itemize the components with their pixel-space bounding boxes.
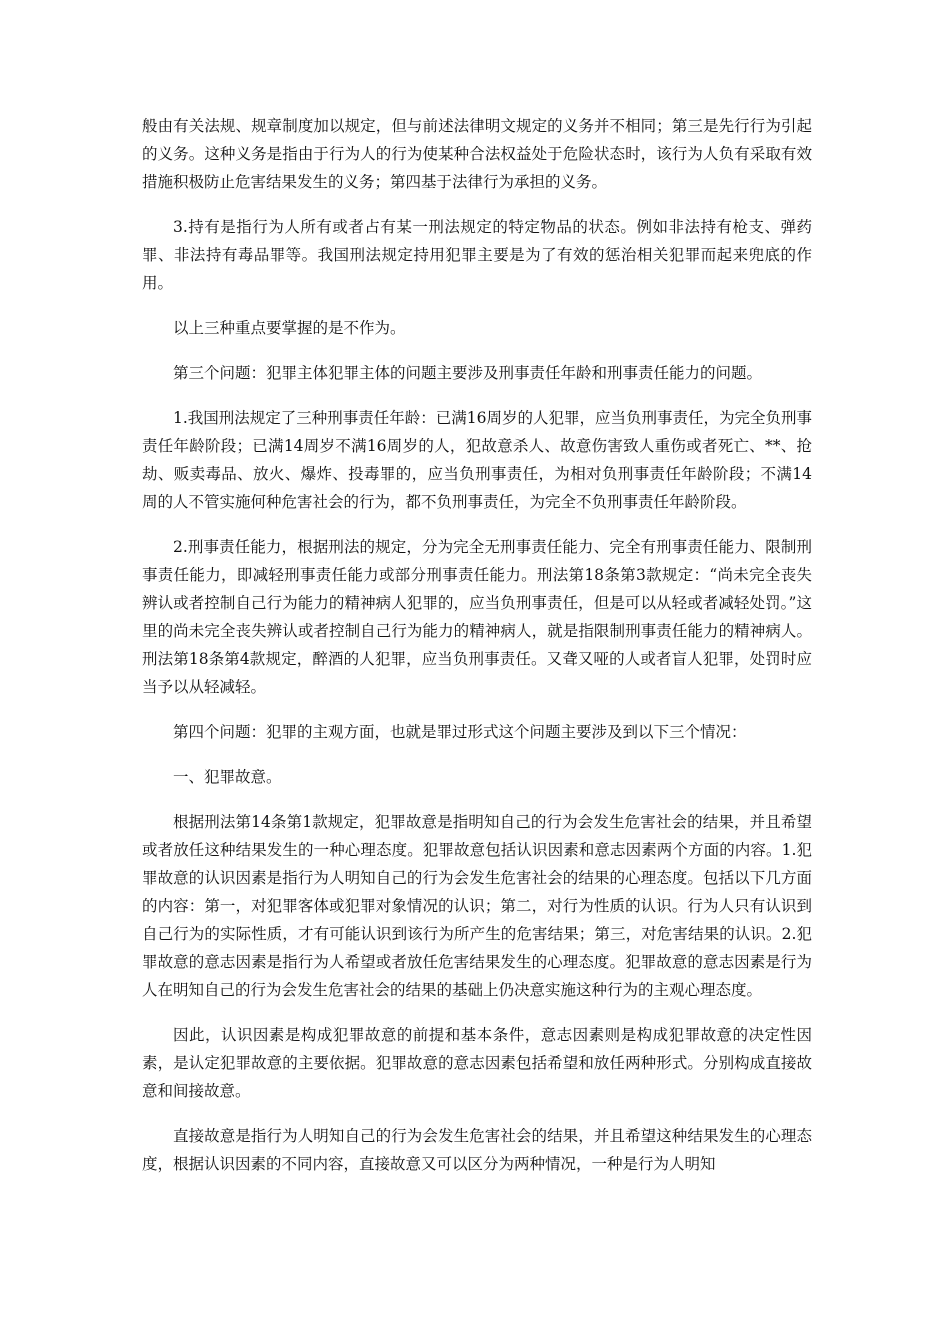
paragraph-intent-factors: 因此，认识因素是构成犯罪故意的前提和基本条件，意志因素则是构成犯罪故意的决定性因素，是认定犯罪故意的主要依据。犯罪故意的意志因素包括希望和放任两种形式。分别构成直接故意和间接故意。 bbox=[142, 1026, 812, 1100]
paragraph-responsibility-age: 1.我国刑法规定了三种刑事责任年龄：已满16周岁的人犯罪，应当负刑事责任，为完全负刑事责任年龄阶段；已满14周岁不满16周岁的人，犯故意杀人、故意伤害致人重伤或者死亡、**、抢劫、贩卖毒品、放火、爆炸、投毒罪的，应当负刑事责任，为相对负刑事责任年龄阶段；不满14周的人不管实施何种危害社会的行为，都不负刑事责任，为完全不负刑事责任年龄阶段。 bbox=[142, 409, 813, 511]
paragraph-criminal-intent-definition: 根据刑法第14条第1款规定，犯罪故意是指明知自己的行为会发生危害社会的结果，并且希望或者放任这种结果发生的一种心理态度。犯罪故意包括认识因素和意志因素两个方面的内容。1.犯罪故意的认识因素是指行为人明知自己的行为会发生危害社会的结果的心理态度。包括以下几方面的内容：第一，对犯罪客体或犯罪对象情况的认识；第二，对行为性质的认识。行为人只有认识到自己行为的实际性质，才有可能认识到该行为所产生的危害结果；第三，对危害结果的认识。2.犯罪故意的意志因素是指行为人希望或者放任危害结果发生的心理态度。犯罪故意的意志因素是行为人在明知自己的行为会发生危害社会的结果的基础上仍决意实施这种行为的主观心理态度。 bbox=[142, 813, 812, 999]
paragraph-criminal-intent-heading: 一、犯罪故意。 bbox=[173, 768, 282, 786]
paragraph-possession: 3.持有是指行为人所有或者占有某一刑法规定的特定物品的状态。例如非法持有枪支、弹药罪、非法持有毒品罪等。我国刑法规定持用犯罪主要是为了有效的惩治相关犯罪而起来兜底的作用。 bbox=[142, 218, 812, 292]
paragraph-direct-intent: 直接故意是指行为人明知自己的行为会发生危害社会的结果，并且希望这种结果发生的心理态度，根据认识因素的不同内容，直接故意又可以区分为两种情况，一种是行为人明知 bbox=[142, 1127, 812, 1173]
document-page bbox=[142, 112, 812, 1195]
paragraph-summary-omission: 以上三种重点要掌握的是不作为。 bbox=[173, 319, 406, 337]
paragraph-question-four-heading: 第四个问题：犯罪的主观方面，也就是罪过形式这个问题主要涉及到以下三个情况： bbox=[173, 723, 747, 741]
paragraph-responsibility-capacity: 2.刑事责任能力，根据刑法的规定，分为完全无刑事责任能力、完全有刑事责任能力、限制刑事责任能力，即减轻刑事责任能力或部分刑事责任能力。刑法第18条第3款规定：“尚未完全丧失辨认或者控制自己行为能力的精神病人犯罪的，应当负刑事责任，但是可以从轻或者减轻处罚。”这里的尚未完全丧失辨认或者控制自己行为能力的精神病人，就是指限制刑事责任能力的精神病人。刑法第18条第4款规定，醉酒的人犯罪，应当负刑事责任。又聋又哑的人或者盲人犯罪，处罚时应当予以从轻减轻。 bbox=[142, 538, 812, 696]
paragraph-duty-sources: 般由有关法规、规章制度加以规定，但与前述法律明文规定的义务并不相同；第三是先行行为引起的义务。这种义务是指由于行为人的行为使某种合法权益处于危险状态时，该行为人负有采取有效措施积极防止危害结果发生的义务；第四基于法律行为承担的义务。 bbox=[142, 117, 812, 191]
paragraph-question-three-heading: 第三个问题：犯罪主体犯罪主体的问题主要涉及刑事责任年龄和刑事责任能力的问题。 bbox=[173, 364, 763, 382]
